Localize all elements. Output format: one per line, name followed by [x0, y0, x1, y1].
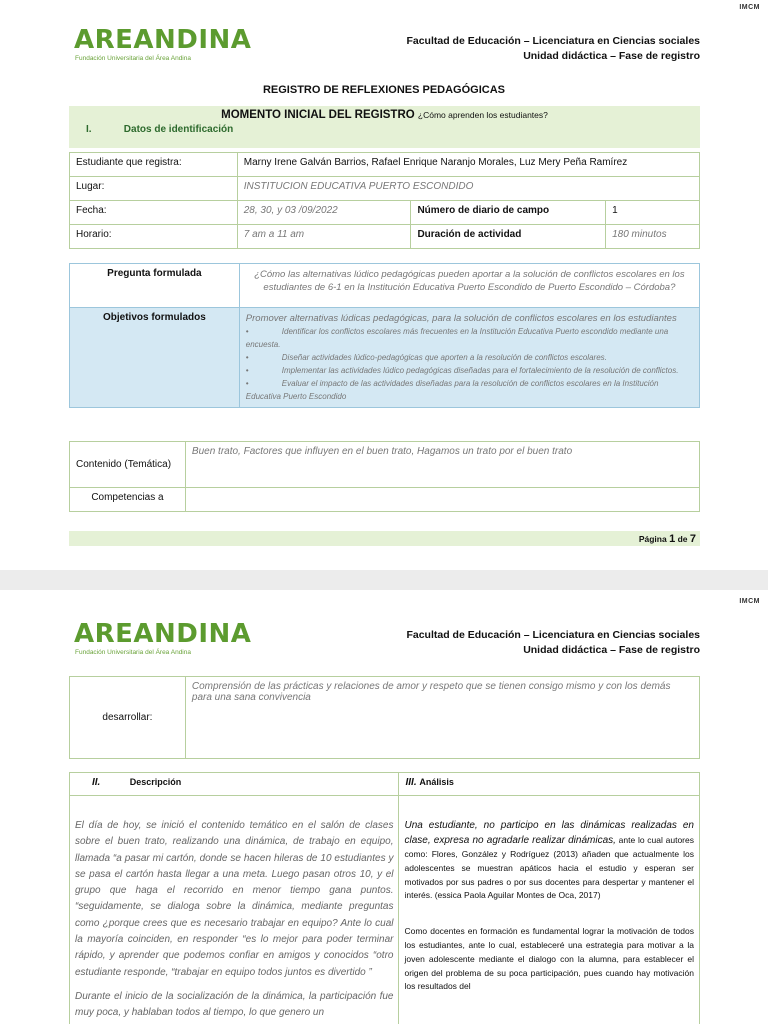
analysis-body	[399, 796, 700, 1024]
table-row	[70, 308, 700, 408]
section-number: I.	[86, 124, 92, 135]
table-row	[70, 442, 700, 488]
description-label: Descripción	[129, 777, 182, 787]
question-value: ¿Cómo las alternativas lúdico pedagógicas pueden aportar a la solución de conflictos escolares en los estudiantes de 6-1 en la Institución Educativa Puerto Escondido de Puerto Escondido – Córdoba?	[239, 264, 699, 308]
analysis-paragraph: Como docentes en formación es fundamental lograr la motivación de todos los estudiantes, ante lo cual, estableceré una estrategia para motivar a la joven adolescente mediante el dialogo con la alumna, para establecer el origen del problema de su poca participación, pues cuando hay motivación los resultados del	[404, 926, 694, 992]
analysis-num: III.	[405, 777, 417, 788]
question-objectives-table	[69, 263, 700, 408]
analysis-paragraph: Una estudiante, no participo en las dinámicas realizadas en clase, expresa no agradarle realizar dinámicas, ante lo cual autores como: Flores, González y Rodríguez (2013) añaden que actualmente los adolescentes se muestran apáticos hacia el estudio y esperan ser motivados por sus padres o por sus docentes para despertar y mantener el interés. (essica Paola Aguilar Montes de Oca, 2017)	[404, 820, 694, 901]
logo-tagline: Fundación Universitaria del Área Andina	[75, 649, 191, 656]
bullet: •	[245, 366, 249, 375]
header-unit: Unidad didáctica – Fase de registro	[523, 644, 700, 656]
document-page-2	[0, 590, 768, 1024]
table-row	[70, 773, 700, 796]
description-paragraph: Durante el inicio de la socialización de la dinámica, la participación fue muy poca, y hablaban todos al tiempo, lo que genero un	[75, 990, 394, 1019]
description-body	[70, 796, 399, 1024]
student-value: Marny Irene Galván Barrios, Rafael Enrique Naranjo Morales, Luz Mery Peña Ramírez	[237, 153, 699, 177]
diary-value: 1	[606, 201, 700, 225]
competencies-table	[69, 676, 700, 759]
moment-question: ¿Cómo aprenden los estudiantes?	[417, 110, 548, 120]
identification-table	[69, 152, 700, 249]
schedule-value: 7 am a 11 am	[237, 225, 411, 249]
areandina-logo	[74, 620, 251, 657]
objective-item: • Diseñar actividades lúdico-pedagógicas que aporten a la resolución de conflictos escolares.	[245, 353, 607, 362]
table-row	[70, 264, 700, 308]
table-row	[70, 201, 700, 225]
corner-code: IMCM	[739, 4, 760, 11]
corner-code: IMCM	[739, 598, 760, 605]
objectives-label: Objetivos formulados	[70, 308, 240, 408]
logo-wordmark: AREANDINA	[74, 619, 252, 649]
table-row	[70, 225, 700, 249]
bullet: •	[245, 379, 249, 388]
objective-main: Promover alternativas lúdicas pedagógicas, para la solución de conflictos escolares en los estudiantes	[245, 313, 677, 324]
bullet: •	[245, 353, 249, 362]
page-header	[406, 34, 700, 64]
table-row	[70, 177, 700, 201]
analysis-heading	[399, 773, 700, 796]
description-num: II.	[92, 777, 101, 788]
document-title: REGISTRO DE REFLEXIONES PEDAGÓGICAS	[262, 84, 506, 96]
competencies-empty	[185, 488, 699, 512]
objectives-cell	[239, 308, 699, 408]
objective-item: • Implementar las actividades lúdico pedagógicas diseñadas para el fortalecimiento de la resolución de conflictos.	[245, 366, 679, 375]
moment-title-text: MOMENTO INICIAL DEL REGISTRO	[221, 109, 415, 121]
place-label: Lugar:	[70, 177, 238, 201]
table-row	[70, 796, 700, 1024]
areandina-logo	[74, 26, 251, 63]
header-faculty: Facultad de Educación – Licenciatura en Ciencias sociales	[406, 629, 700, 641]
bullet: •	[245, 327, 249, 336]
duration-value: 180 minutos	[606, 225, 700, 249]
date-label: Fecha:	[70, 201, 238, 225]
analysis-label: Análisis	[419, 777, 454, 787]
description-heading	[70, 773, 399, 796]
page-word: Página	[638, 534, 667, 544]
page-number: 1	[669, 533, 676, 545]
competencies-label: Competencias a	[70, 488, 186, 512]
page-header	[406, 628, 700, 658]
date-value: 28, 30, y 03 /09/2022	[237, 201, 411, 225]
page-footer	[69, 531, 700, 546]
diary-label: Número de diario de campo	[411, 201, 606, 225]
logo-wordmark: AREANDINA	[74, 25, 252, 55]
moment-title	[69, 106, 700, 121]
objective-item: • Evaluar el impacto de las actividades diseñadas para la resolución de conflictos escolares en la Institución Educativa Puerto Escondido	[245, 379, 659, 401]
competencies-value: Comprensión de las prácticas y relaciones de amor y respeto que se tienen consigo mismo y con los demás para una sana convivencia	[185, 677, 699, 759]
competencies-label-cont: desarrollar:	[70, 677, 186, 759]
of-word: de	[677, 534, 688, 544]
content-label: Contenido (Temática)	[70, 442, 186, 488]
description-paragraph: El día de hoy, se inició el contenido temático en el salón de clases sobre el buen trato, realizando una dinámica, de trabajo en equipo, llamada “a pasar mi cartón, donde se hacen hileras de 10 estudiantes y se pasa el cartón hasta llegar a una meta. Luego pasan otros 10, y el grupo que haga el recorrido en menor tiempo gana puntos. “seguidamente, se dialoga sobre la dinámica, mediante preguntas como ¿porque crees que es necesario trabajar en equipo? Ante lo cual la mayoría coinciden, en responder “es lo mejor para poder terminar rápido, y aprender que podemos confiar en amigos y conocidos “otro estudiante responde, “trabajar en equipo todos juntos es divertido ”	[75, 820, 394, 978]
header-unit: Unidad didáctica – Fase de registro	[523, 50, 700, 62]
content-table	[69, 441, 700, 512]
student-label: Estudiante que registra:	[70, 153, 238, 177]
objective-item: • Identificar los conflictos escolares más frecuentes en la Institución Educativa Puerto escondido mediante una encuesta.	[245, 327, 669, 349]
content-value: Buen trato, Factores que influyen en el buen trato, Hagamos un trato por el buen trato	[185, 442, 699, 488]
question-label: Pregunta formulada	[70, 264, 240, 308]
table-row	[70, 677, 700, 759]
duration-label: Duración de actividad	[411, 225, 606, 249]
logo-tagline: Fundación Universitaria del Área Andina	[75, 55, 191, 62]
table-row	[70, 488, 700, 512]
table-row	[70, 153, 700, 177]
section-label: Datos de identificación	[123, 124, 234, 135]
section-heading-identification	[69, 121, 700, 135]
moment-band	[69, 106, 700, 148]
place-value: INSTITUCION EDUCATIVA PUERTO ESCONDIDO	[237, 177, 699, 201]
page-total: 7	[689, 533, 696, 545]
header-faculty: Facultad de Educación – Licenciatura en Ciencias sociales	[406, 35, 700, 47]
schedule-label: Horario:	[70, 225, 238, 249]
description-analysis-table	[69, 772, 700, 1024]
